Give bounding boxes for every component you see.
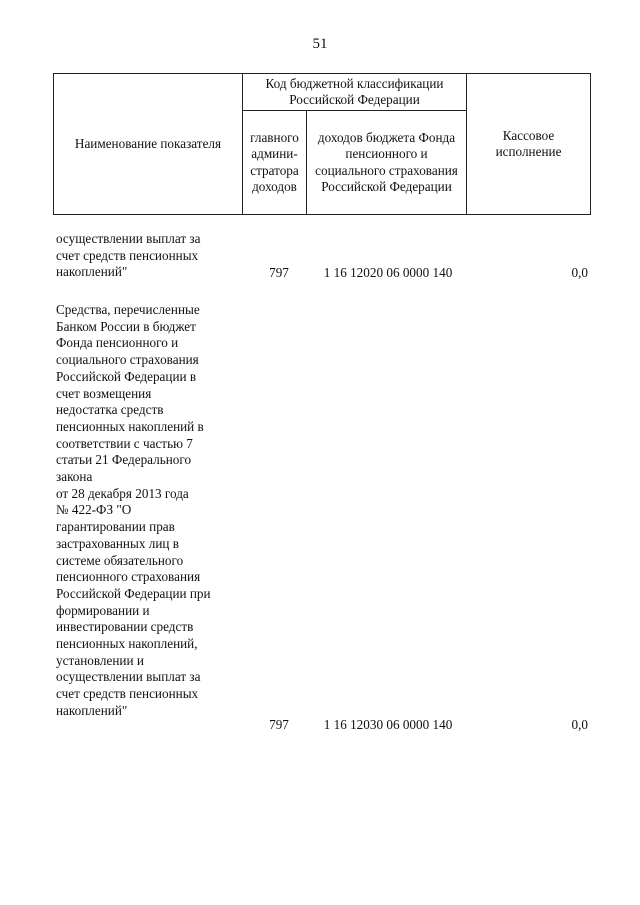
row-1-indicator-text: осуществлении выплат за счет средств пенсионных накоплений" <box>56 231 201 280</box>
row-2-admin-code: 797 <box>269 717 289 732</box>
header-admin-code: главного админи-стратора доходов <box>243 111 307 215</box>
table-header <box>53 73 591 215</box>
row-2-indicator-text: Средства, перечисленные Банком России в бюджет Фонда пенсионного и социального страхования Российской Федерации в счет возмещения недостатка средств пенсионных накоплений в соответствии с частью 7 статьи 21 Федерального закона от 28 декабря 2013 года № 422-ФЗ "О гарантировании прав застрахованных лиц в системе обязательного пенсионного страхования Российской Федерации при формировании и инвестировании средств пенсионных накоплений, установлении и осуществлении выплат за счет средств пенсионных накоплений" <box>56 302 211 718</box>
row-1-admin-code: 797 <box>269 265 289 280</box>
row-1-cash-execution: 0,0 <box>571 265 588 280</box>
header-code-group: Код бюджетной классификации Российской Федерации <box>243 74 467 111</box>
header-cash-execution: Кассовое исполнение <box>467 74 591 215</box>
row-1-income-code: 1 16 12020 06 0000 140 <box>323 265 453 280</box>
header-indicator-name: Наименование показателя <box>54 74 243 215</box>
header-income-code: доходов бюджета Фонда пенсионного и социального страхования Российской Федерации <box>307 111 467 215</box>
page-number: 51 <box>312 36 328 52</box>
row-2-income-code: 1 16 12030 06 0000 140 <box>323 717 453 732</box>
row-2-cash-execution: 0,0 <box>571 717 588 732</box>
